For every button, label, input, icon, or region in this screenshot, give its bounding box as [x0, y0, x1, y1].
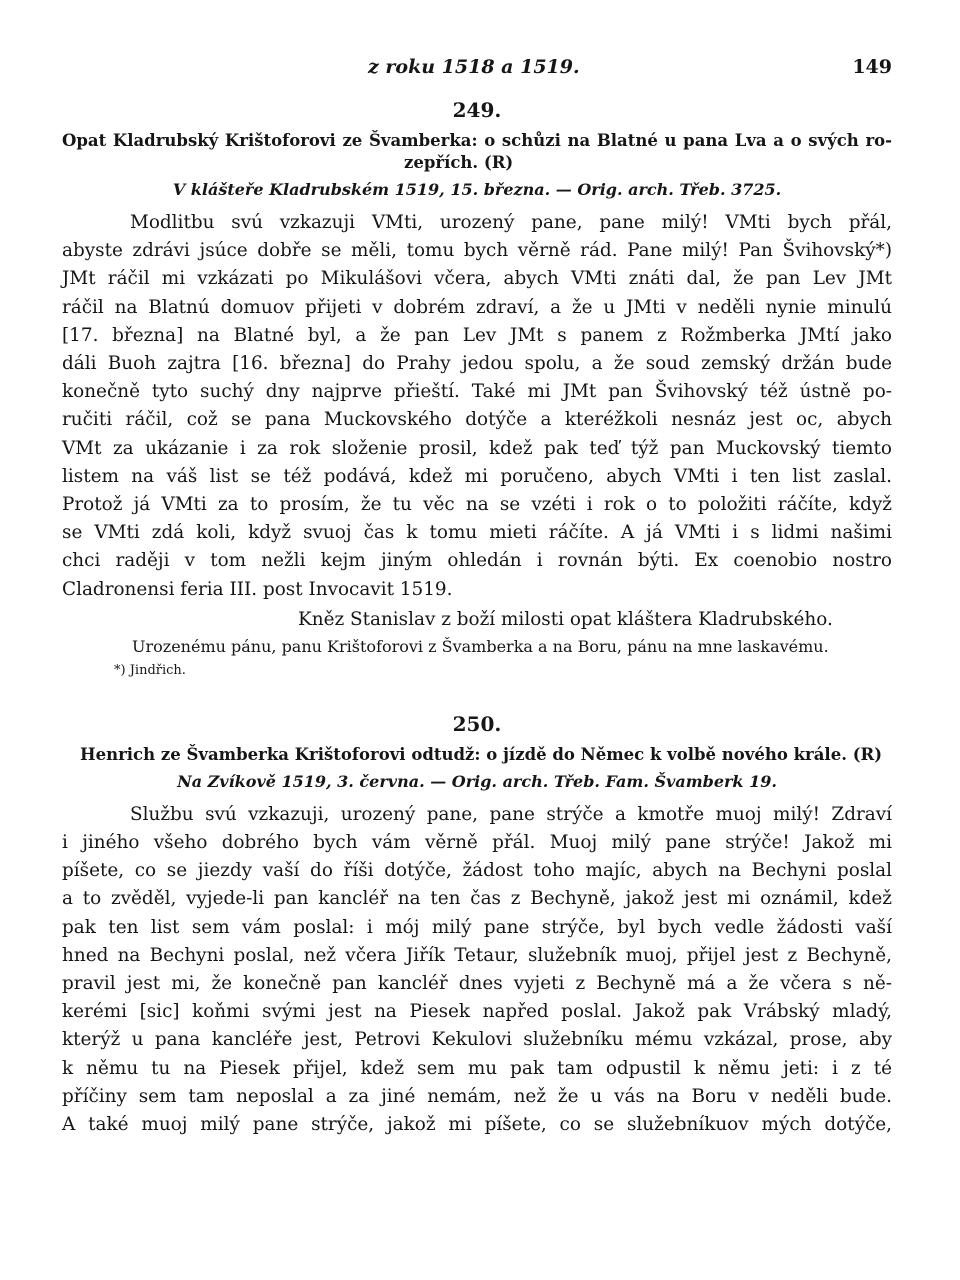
body-line: i jiného všeho dobrého bych vám věrně přál. Muoj milý pane strýče! Jakož mi: [62, 832, 892, 854]
page-number: 149: [852, 56, 892, 78]
body-line: k němu tu na Piesek přijel, kdež sem mu pak tam odpustil k němu jeti: i z té: [62, 1057, 892, 1079]
body-line: VMt za ukázanie i za rok složenie prosil, kdež pak teď týž pan Muckovský tiemto: [62, 437, 892, 459]
summary-line: Henrich ze Švamberka Krištoforovi odtudž: o jízdě do Němec k volbě nového krále. (R): [80, 744, 883, 764]
body-line: příčiny sem tam neposlal a za jiné nemám, než že u vás na Boru v neděli bude.: [62, 1085, 892, 1107]
body-line: hned na Bechyni poslal, než včera Jiřík Tetaur, služebník muoj, přijel jest z Bechyně,: [62, 944, 892, 966]
letter-summary: [62, 130, 892, 174]
body-line: [17. března] na Blatné byl, a že pan Lev JMt s panem z Rožmberka JMtí jako: [62, 324, 892, 346]
document-page: [62, 52, 892, 1139]
body-line: Protož já VMti za to prosím, že tu věc na se vzéti i rok o to položiti ráčíte, když: [62, 494, 892, 516]
body-line: pak ten list sem vám poslal: i mój milý pane strýče, byl bych vedle žádosti vaší: [62, 916, 892, 938]
body-line: píšete, co se jiezdy vaší do říši dotýče, žádost toho majíc, abych na Bechyni poslal: [62, 860, 892, 882]
letter-source: V klášteře Kladrubském 1519, 15. března. — Orig. arch. Třeb. 3725.: [172, 180, 782, 199]
body-line: pravil jest mi, že konečně pan kancléř dnes vyjeti z Bechyně má a že včera s ně-: [62, 973, 892, 995]
running-head: [62, 52, 892, 86]
body-line: dáli Buoh zajtra [16. března] do Prahy jedou spolu, a že soud zemský držán bude: [62, 353, 892, 375]
letter-249: [62, 98, 892, 682]
letter-signature: Kněz Stanislav z boží milosti opat kláštera Kladrubského.: [298, 608, 833, 630]
body-line: Službu svú vzkazuji, urozený pane, pane strýče a kmotře muoj milý! Zdraví: [130, 803, 892, 825]
body-line: ručiti ráčil, což se pana Muckovského dotýče a kteréžkoli nesnáz jest oc, abych: [62, 409, 892, 431]
section-gap: [62, 682, 892, 700]
letter-250: [62, 712, 892, 1139]
letter-body: [62, 801, 892, 1139]
body-line: A také muoj milý pane strýče, jakož mi píšete, co se služebníkuov mých dotýče,: [62, 1114, 892, 1136]
letter-number: 249.: [452, 98, 502, 122]
letter-number: 250.: [452, 711, 502, 736]
body-line: se VMti zdá koli, když svuoj čas k tomu mieti ráčíte. A já VMti i s lidmi našimi: [62, 522, 892, 544]
body-line: kerémi [sic] koňmi svými jest na Piesek napřed poslal. Jakož pak Vrábský mladý,: [62, 1001, 892, 1023]
body-line: Cladronensi feria III. post Invocavit 1519.: [62, 578, 453, 600]
body-line: kterýž u pana kancléře jest, Petrovi Kekulovi služebníku mému vzkázal, prose, aby: [62, 1029, 892, 1051]
letter-summary: [62, 744, 892, 766]
body-line: abyste zdrávi jsúce dobře se měli, tomu bych věrně rád. Pane milý! Pan Švihovský*): [62, 240, 892, 262]
summary-line: zepřích. (R): [404, 153, 514, 172]
running-head-title: z roku 1518 a 1519.: [368, 56, 580, 78]
body-line: listem na váš list se též podává, kdež mi poručeno, abych VMti i ten list zaslal.: [62, 465, 892, 487]
body-line: Modlitbu svú vzkazuji VMti, urozený pane, pane milý! VMti bych přál,: [130, 212, 892, 233]
body-line: konečně tyto suchý dny najprve přieští. Také mi JMt pan Švihovský též ústně po-: [62, 381, 892, 403]
letter-address: Urozenému pánu, panu Krištoforovi z Švamberka a na Boru, pánu na mne laskavému.: [132, 636, 829, 656]
letter-source: Na Zvíkově 1519, 3. června. — Orig. arch. Třeb. Fam. Švamberk 19.: [177, 771, 777, 791]
letter-body: [62, 209, 892, 604]
summary-line: Opat Kladrubský Krištoforovi ze Švamberka: o schůzi na Blatné u pana Lva a o svých ro-: [62, 131, 892, 150]
footnote: *) Jindřich.: [114, 662, 186, 678]
body-line: a to zvěděl, vyjede-li pan kancléř na ten čas z Bechyně, jakož jest mi oznámil, kdež: [62, 888, 892, 910]
body-line: JMt ráčil mi vzkázati po Mikulášovi včera, abych VMti znáti dal, že pan Lev JMt: [62, 268, 892, 290]
body-line: ráčil na Blatnú domuov přijeti v dobrém zdraví, a že u JMti v neděli nynie minulú: [62, 296, 892, 318]
body-line: chci raději v tom nežli kejm jiným ohledán i rovnán býti. Ex coenobio nostro: [62, 550, 892, 572]
